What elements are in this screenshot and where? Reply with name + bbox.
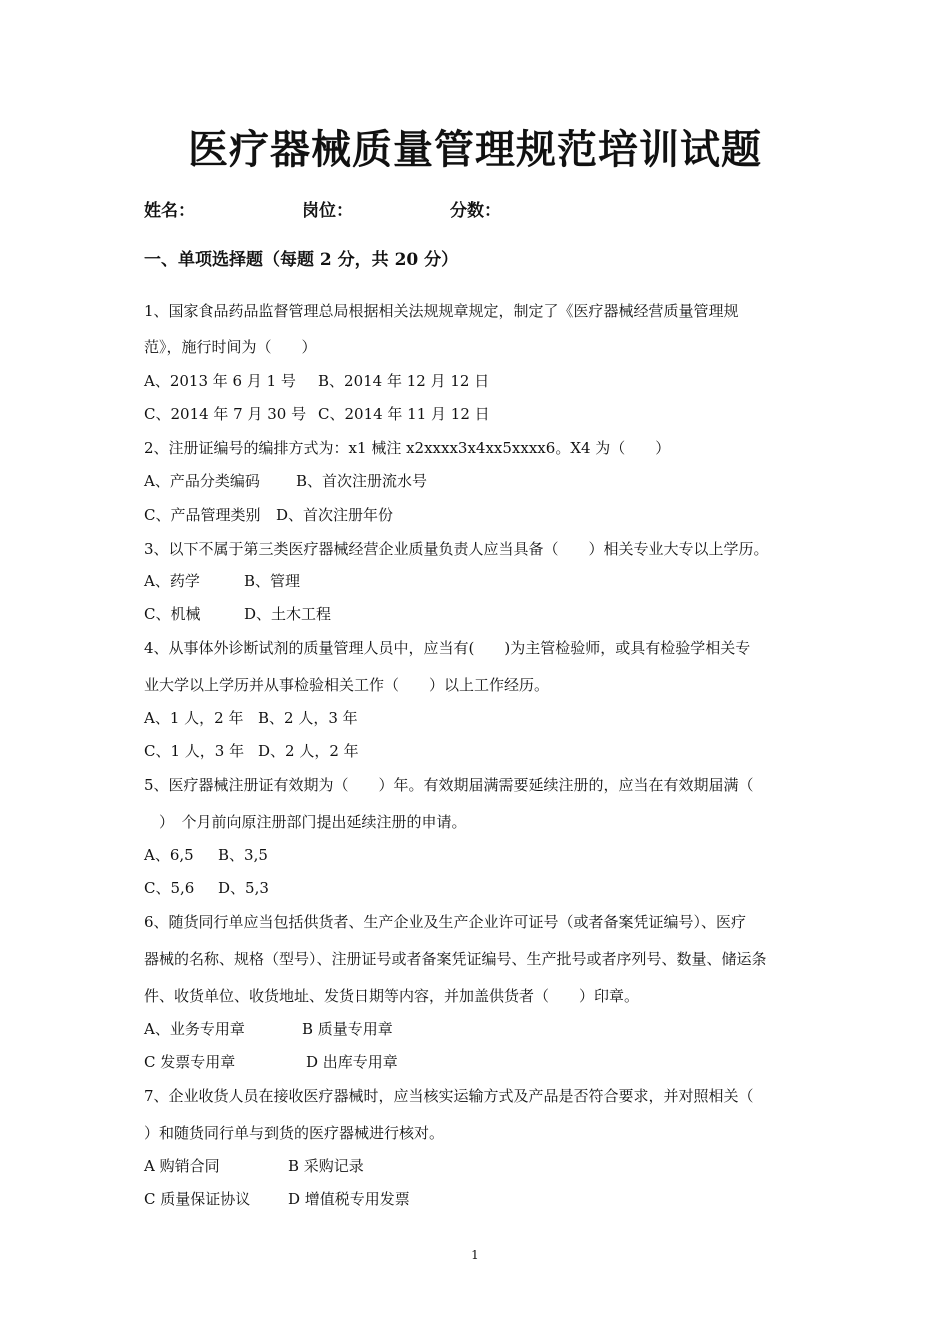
section-heading: 一、单项选择题（每题 2 分，共 20 分） [144,250,459,270]
option: C、产品管理类别 [144,506,261,524]
question-6-line-1: 6、随货同行单应当包括供货者、生产企业及生产企业许可证号（或者备案凭证编号）、医疗 [144,913,747,931]
option: A、药学 [144,572,200,590]
question-1-line-1: 1、国家食品药品监督管理总局根据相关法规规章规定，制定了《医疗器械经营质量管理规 [144,302,739,320]
page-title: 医疗器械质量管理规范培训试题 [188,126,762,173]
option: A、产品分类编码 [144,472,260,490]
option: D、土木工程 [244,605,332,623]
question-6-line-2: 器械的名称、规格（型号）、注册证号或者备案凭证编号、生产批号或者序列号、数量、储运条 [144,950,767,968]
option: B 采购记录 [288,1157,364,1175]
option: A 购销合同 [144,1157,220,1175]
option: C、2014 年 11 月 12 日 [318,405,490,423]
option: B、3,5 [218,846,268,864]
option: B、首次注册流水号 [296,472,428,490]
question-2-line-1: 2、注册证编号的编排方式为：x1 械注 x2xxxx3x4xx5xxxx6。X4 为（ ） [144,439,671,457]
option: D、首次注册年份 [276,506,394,524]
name-label: 姓名： [144,201,195,221]
option: C、2014 年 7 月 30 号 [144,405,307,423]
option: D 出库专用章 [306,1053,398,1071]
question-3-line-1: 3、以下不属于第三类医疗器械经营企业质量负责人应当具备（ ）相关专业大专以上学历。 [144,540,769,558]
option: B、2 人，3 年 [258,709,358,727]
page-number: 1 [471,1248,479,1262]
option: C 质量保证协议 [144,1190,251,1208]
option: A、2013 年 6 月 1 号 [144,372,296,390]
option: C 发票专用章 [144,1053,236,1071]
option: A、6,5 [144,846,194,864]
option: A、1 人，2 年 [144,709,244,727]
option: B、2014 年 12 月 12 日 [318,372,490,390]
option: C、5,6 [144,879,195,897]
question-4-line-1: 4、从事体外诊断试剂的质量管理人员中，应当有( )为主管检验师，或具有检验学相关专 [144,639,751,657]
option: A、业务专用章 [144,1020,245,1038]
question-7-line-1: 7、企业收货人员在接收医疗器械时，应当核实运输方式及产品是否符合要求，并对照相关（ [144,1087,754,1105]
option: D、2 人，2 年 [258,742,359,760]
post-label: 岗位： [302,201,353,221]
question-7-line-2: ）和随货同行单与到货的医疗器械进行核对。 [144,1124,445,1142]
option: B 质量专用章 [302,1020,393,1038]
question-4-line-2: 业大学以上学历并从事检验相关工作（ ）以上工作经历。 [144,676,550,694]
option: D 增值税专用发票 [288,1190,410,1208]
option: B、管理 [244,572,301,590]
question-6-line-3: 件、收货单位、收货地址、发货日期等内容，并加盖供货者（ ）印章。 [144,987,640,1005]
question-5-line-1: 5、医疗器械注册证有效期为（ ）年。有效期届满需要延续注册的，应当在有效期届满（ [144,776,754,794]
score-label: 分数： [450,201,501,221]
option: C、1 人，3 年 [144,742,245,760]
question-1-line-2: 范》，施行时间为（ ） [144,338,317,356]
option: D、5,3 [218,879,269,897]
question-5-line-2: ） 个月前向原注册部门提出延续注册的申请。 [144,813,467,831]
option: C、机械 [144,605,201,623]
